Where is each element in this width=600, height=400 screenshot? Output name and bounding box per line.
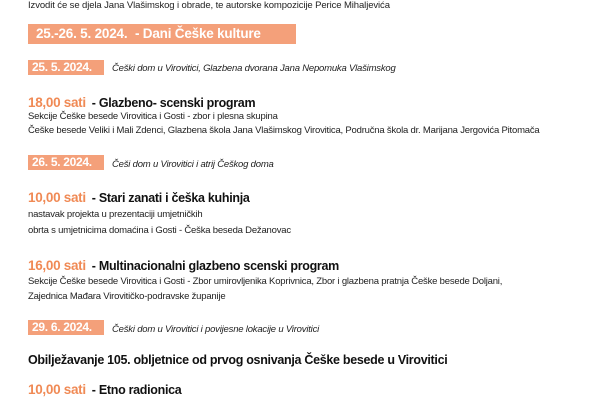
festival-name: - Dani Češke kulture	[134, 26, 261, 41]
event-header	[28, 95, 255, 110]
event-description-line: Sekcije Češke besede Virovitica i Gosti - zbor i plesna skupina	[28, 111, 278, 122]
event-header	[28, 382, 181, 397]
event-description-line: nastavak projekta u prezentaciji umjetničkih	[28, 209, 203, 220]
festival-dates: 25.-26. 5. 2024.	[36, 26, 128, 41]
festival-banner	[28, 24, 296, 44]
event-description-line: obrta s umjetnicima domaćina i Gosti - Češka beseda Dežanovac	[28, 225, 291, 236]
event-time: 16,00 sati	[28, 258, 86, 273]
event-header	[28, 190, 250, 205]
day-date-bar: 26. 5. 2024.	[28, 155, 104, 170]
event-title: - Stari zanati i češka kuhinja	[91, 191, 250, 205]
event-time: 10,00 sati	[28, 382, 86, 397]
day-date-bar: 25. 5. 2024.	[28, 60, 104, 75]
day-date-bar: 29. 6. 2024.	[28, 320, 104, 335]
intro-line: Izvodit će se djela Jana Vlašimskog i obrade, te autorske kompozicije Perice Mihaljevića	[28, 0, 390, 11]
day-location: Češki dom u Virovitici, Glazbena dvorana Jana Nepomuka Vlašimskog	[112, 63, 396, 74]
event-time: 18,00 sati	[28, 95, 86, 110]
event-title: - Multinacionalni glazbeno scenski program	[91, 259, 339, 273]
event-time: 10,00 sati	[28, 190, 86, 205]
event-description-line: Sekcije Češke besede Virovitica i Gosti - Zbor umirovljenika Koprivnica, Zbor i glazbena pratnja Češke besede Doljani,	[28, 276, 503, 287]
event-title: - Etno radionica	[91, 383, 182, 397]
event-title: - Glazbeno- scenski program	[91, 96, 256, 110]
anniversary-heading: Obilježavanje 105. obljetnice od prvog osnivanja Češke besede u Virovitici	[28, 353, 448, 367]
event-description-line: Češke besede Veliki i Mali Zdenci, Glazbena škola Jana Vlašimskog Virovitica, Područna škola dr. Marijana Jergovića Pitomača	[28, 125, 540, 136]
event-header	[28, 258, 339, 273]
day-location: Češki dom u Virovitici i povijesne lokacije u Virovitici	[112, 324, 320, 335]
day-location: Češi dom u Virovitici i atrij Češkog doma	[112, 159, 274, 170]
event-description-line: Zajednica Mađara Virovitičko-podravske županije	[28, 291, 226, 302]
